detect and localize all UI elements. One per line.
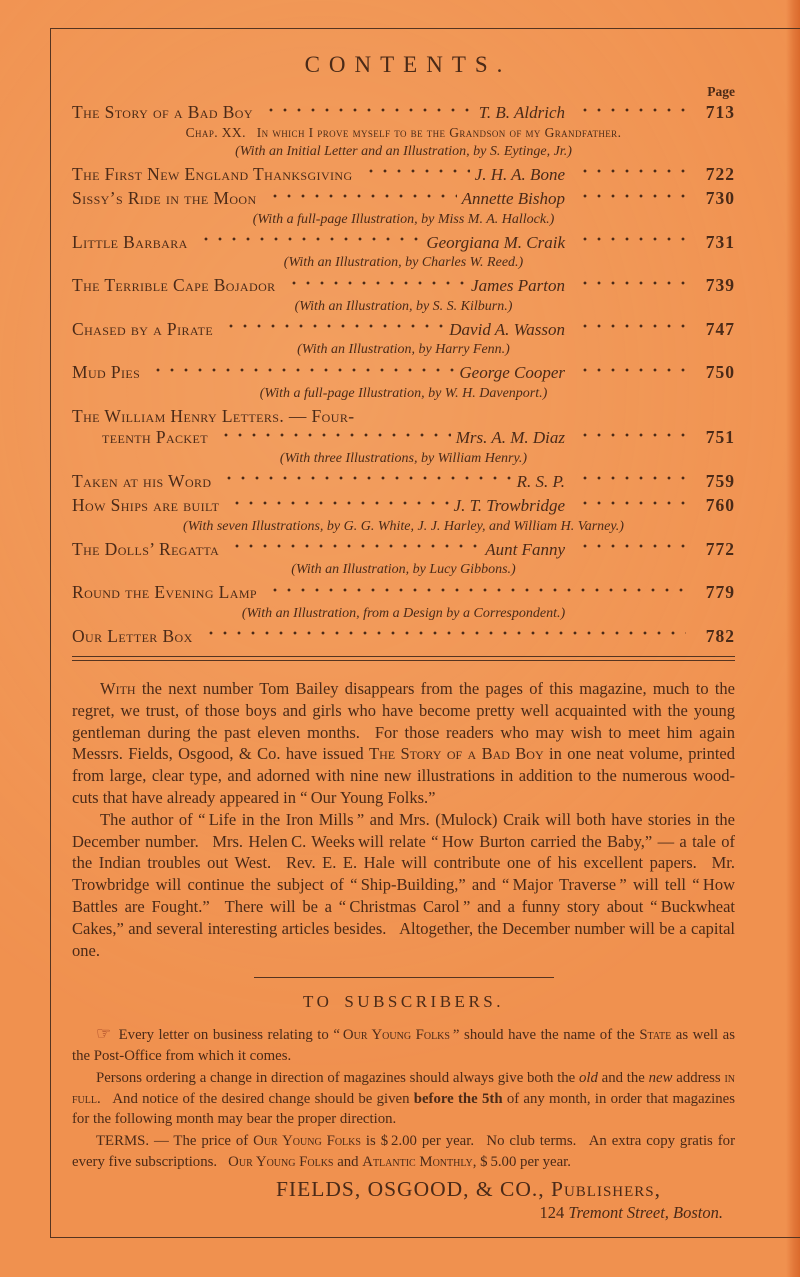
toc-entry-page-number: 713: [705, 102, 735, 122]
toc-entry-title: Round the Evening Lamp: [72, 582, 257, 602]
toc-list: [72, 102, 735, 647]
toc-entry: [72, 164, 735, 186]
dot-leader: [226, 539, 480, 561]
dot-leader: [574, 275, 686, 297]
toc-entry-page-number: 739: [705, 275, 735, 295]
dot-leader: [574, 102, 686, 124]
dot-leader: [215, 427, 451, 449]
toc-entry-page-number: 751: [705, 427, 735, 447]
text-segment: Our Young Folks: [253, 1133, 361, 1150]
toc-main-row: [72, 362, 735, 384]
text-segment: and the: [597, 1070, 649, 1087]
toc-main-row: [72, 471, 735, 493]
toc-entry-author: T. B. Aldrich: [478, 103, 565, 122]
dot-leader: [147, 362, 454, 384]
dot-leader: [574, 362, 686, 384]
magazine-contents-page: [72, 40, 735, 1223]
toc-entry: [72, 406, 735, 468]
dot-leader: [574, 164, 686, 186]
dot-leader: [574, 471, 686, 493]
dot-leader: [574, 495, 686, 517]
toc-entry-page-number: 730: [705, 188, 735, 208]
toc-entry-credit: (With an Illustration, by Harry Fenn.): [297, 342, 510, 357]
toc-entry-page-number: 747: [705, 318, 735, 339]
toc-entry-author: Aunt Fanny: [485, 539, 565, 559]
toc-main-row: [72, 275, 735, 297]
editorial-paragraph: [72, 678, 735, 809]
text-segment: ” should have the name of the: [449, 1027, 640, 1044]
toc-main-row: [72, 495, 735, 517]
text-segment: in full: [72, 1070, 735, 1107]
publisher-line: [72, 1177, 735, 1202]
text-segment: , $ 5.00 per year.: [472, 1153, 571, 1170]
page-column-label: Page: [707, 84, 735, 99]
dot-leader: [264, 188, 457, 210]
toc-entry-credit: (With three Illustrations, by William Henry.): [279, 450, 528, 466]
text-segment: Atlantic Monthly: [362, 1153, 473, 1170]
toc-entry-page-number: 750: [705, 362, 735, 382]
toc-entry-title: The Terrible Cape Bojador: [72, 275, 276, 295]
dot-leader: [200, 626, 686, 648]
text-segment: Publishers,: [551, 1177, 662, 1202]
toc-entry: [72, 539, 735, 580]
toc-entry-credit: (With an Illustration, by S. S. Kilburn.): [294, 298, 513, 314]
dot-leader: [574, 232, 686, 254]
toc-entry: [72, 275, 735, 316]
toc-title-row: [72, 406, 735, 428]
dot-leader: [360, 164, 470, 186]
toc-entry-title: The First New England Thanksgiving: [72, 163, 353, 184]
text-segment: FIELDS, OSGOOD, & CO.,: [275, 1177, 552, 1202]
toc-entry-title: Little Barbara: [72, 231, 188, 252]
toc-entry-title: The Dolls’ Regatta: [72, 538, 220, 559]
toc-entry-page-number: 772: [705, 538, 735, 559]
short-rule-divider: [254, 977, 554, 978]
dot-leader: [264, 582, 686, 604]
text-segment: in one neat volume, printed from large, clear type, and adorned with nine new illustrations in addition to the numerous wood-cuts that have already appeared in “ Our Young Folks.”: [72, 744, 735, 807]
editorial-section: [72, 678, 735, 961]
toc-entry: [72, 319, 735, 360]
text-segment: as well as the Post-Office from which it comes.: [72, 1027, 736, 1064]
text-segment: With: [100, 679, 136, 698]
toc-main-row: [72, 188, 735, 210]
subscribers-heading: TO SUBSCRIBERS.: [303, 992, 504, 1012]
toc-entry-title: Sissy’s Ride in the Moon: [72, 188, 257, 208]
toc-entry-author: R. S. P.: [516, 471, 565, 491]
text-segment: The author of “ Life in the Iron Mills ” and Mrs. (Mulock) Craik will both have stories in the December number. Mrs. Helen C. Weeks will relate “ How Burton carried the Baby,” — a tale of the Indian troubles out West. Rev. E. E. Hale will contribute one of his excellent papers. Mr. Trowbridge will continue the subject of “ Ship-Building,” and “ Major Traverse ” will tell “ How Battles are Fought.” There will be a “ Christmas Carol ” and a funny story about “ Buckwheat Cakes,” and several interesting articles besides. Altogether, the December number will be a capital one.: [72, 809, 735, 960]
toc-entry: [72, 362, 735, 403]
toc-entry-credit: (With an Initial Letter and an Illustration, by S. Eytinge, Jr.): [235, 143, 572, 159]
toc-entry-title: The Story of a Bad Boy: [72, 102, 253, 122]
toc-entry: [72, 495, 735, 536]
toc-entry-author: George Cooper: [459, 363, 565, 382]
toc-entry-author: Georgiana M. Craik: [426, 232, 565, 252]
subscribers-paragraph: [72, 1068, 735, 1129]
toc-entry: [72, 102, 735, 161]
text-segment: Our Young Folks: [228, 1153, 334, 1170]
manicule-icon: ☞: [96, 1024, 112, 1044]
text-segment: the next number Tom Bailey disappears from the pages of this magazine, much to the regret, we trust, of those boys and girls who have become pretty well acquainted with the young gentleman during the past eleven months. For those readers who may wish to meet him again Messrs. Fields, Osgood, & Co. have issued: [72, 679, 735, 764]
dot-leader: [574, 319, 686, 341]
dot-leader: [260, 102, 474, 124]
publisher-address: [72, 1203, 735, 1223]
dot-leader: [574, 539, 686, 561]
toc-entry-title: The William Henry Letters. — Four-: [72, 405, 355, 426]
toc-entry-credit: (With seven Illustrations, by G. G. White, J. J. Harley, and William H. Varney.): [183, 518, 624, 534]
toc-entry-page-number: 779: [705, 582, 735, 602]
toc-entry-author: David A. Wasson: [449, 319, 565, 339]
toc-entry-title: Chased by a Pirate: [72, 318, 214, 339]
text-segment: TERMS. — The price of: [96, 1133, 254, 1150]
toc-entry-page-number: 722: [705, 163, 735, 184]
toc-entry-author: James Parton: [471, 276, 565, 295]
toc-entry-title: Mud Pies: [72, 362, 141, 382]
dot-leader: [574, 188, 686, 210]
contents-heading: CONTENTS.: [304, 52, 512, 77]
dot-leader: [226, 495, 448, 517]
toc-entry-credit: (With an Illustration, from a Design by a Correspondent.): [241, 605, 566, 621]
text-segment: Persons ordering a change in direction of magazines should always give both the: [96, 1070, 579, 1087]
text-segment: . And notice of the desired change should be given: [97, 1090, 414, 1107]
toc-main-row: [72, 539, 735, 561]
toc-main-row: [72, 102, 735, 124]
toc-entry: [72, 626, 735, 648]
text-segment: State: [639, 1027, 672, 1044]
dot-leader: [195, 232, 422, 254]
text-segment: new: [648, 1070, 673, 1087]
toc-main-row: [72, 232, 735, 254]
dot-leader: [574, 427, 686, 449]
toc-entry-author: J. T. Trowbridge: [453, 496, 565, 515]
text-segment: address: [672, 1070, 725, 1087]
text-segment: Tremont Street, Boston.: [568, 1203, 723, 1223]
toc-entry-page-number: 782: [705, 625, 735, 646]
text-segment: of any month, in order that magazines for the following month may bear the proper direction.: [72, 1090, 736, 1127]
subscribers-paragraph: [72, 1131, 735, 1172]
text-segment: and: [333, 1153, 363, 1170]
text-segment: 124: [539, 1203, 569, 1223]
toc-entry: [72, 582, 735, 623]
toc-entry: [72, 188, 735, 229]
subscribers-paragraph: [72, 1024, 735, 1066]
dot-leader: [220, 319, 444, 341]
toc-entry-author: Annette Bishop: [461, 189, 565, 208]
toc-entry-credit: (With a full-page Illustration, by W. H. Davenport.): [259, 385, 548, 401]
toc-main-row: [72, 626, 735, 648]
dot-leader: [283, 275, 466, 297]
editorial-paragraph: [72, 809, 735, 962]
text-segment: old: [578, 1070, 598, 1087]
toc-entry-chapter: Chap. XX. In which I prove myself to be the Grandson of my Grandfather.: [185, 124, 622, 140]
toc-entry-credit: (With a full-page Illustration, by Miss M. A. Hallock.): [252, 211, 555, 227]
text-segment: Every letter on business relating to “: [111, 1027, 343, 1044]
toc-entry-title: Our Letter Box: [72, 625, 193, 646]
toc-entry-title: How Ships are built: [72, 495, 220, 515]
text-segment: is $ 2.00 per year. No club terms. An extra copy gratis for every five subscriptions.: [72, 1133, 735, 1170]
text-segment: Our Young Folks: [342, 1027, 450, 1044]
toc-main-row: [72, 164, 735, 186]
toc-entry: [72, 471, 735, 493]
toc-entry-author: Mrs. A. M. Diaz: [455, 428, 565, 447]
toc-entry: [72, 232, 735, 273]
double-rule-divider: [72, 656, 735, 661]
toc-entry-title: Taken at his Word: [72, 470, 212, 491]
text-segment: before the 5th: [413, 1090, 503, 1107]
toc-main-row: [72, 319, 735, 341]
dot-leader: [218, 471, 511, 493]
toc-entry-page-number: 759: [705, 470, 735, 491]
toc-entry-page-number: 731: [705, 231, 735, 252]
toc-entry-credit: (With an Illustration, by Lucy Gibbons.): [291, 562, 516, 577]
toc-entry-author: J. H. A. Bone: [474, 164, 565, 184]
text-segment: The Story of a Bad Boy: [369, 744, 544, 764]
toc-entry-credit: (With an Illustration, by Charles W. Reed.): [283, 255, 524, 270]
toc-entry-title: teenth Packet: [102, 427, 208, 447]
toc-main-row: [72, 582, 735, 604]
toc-entry-page-number: 760: [705, 495, 735, 515]
toc-main-row: [72, 427, 735, 449]
